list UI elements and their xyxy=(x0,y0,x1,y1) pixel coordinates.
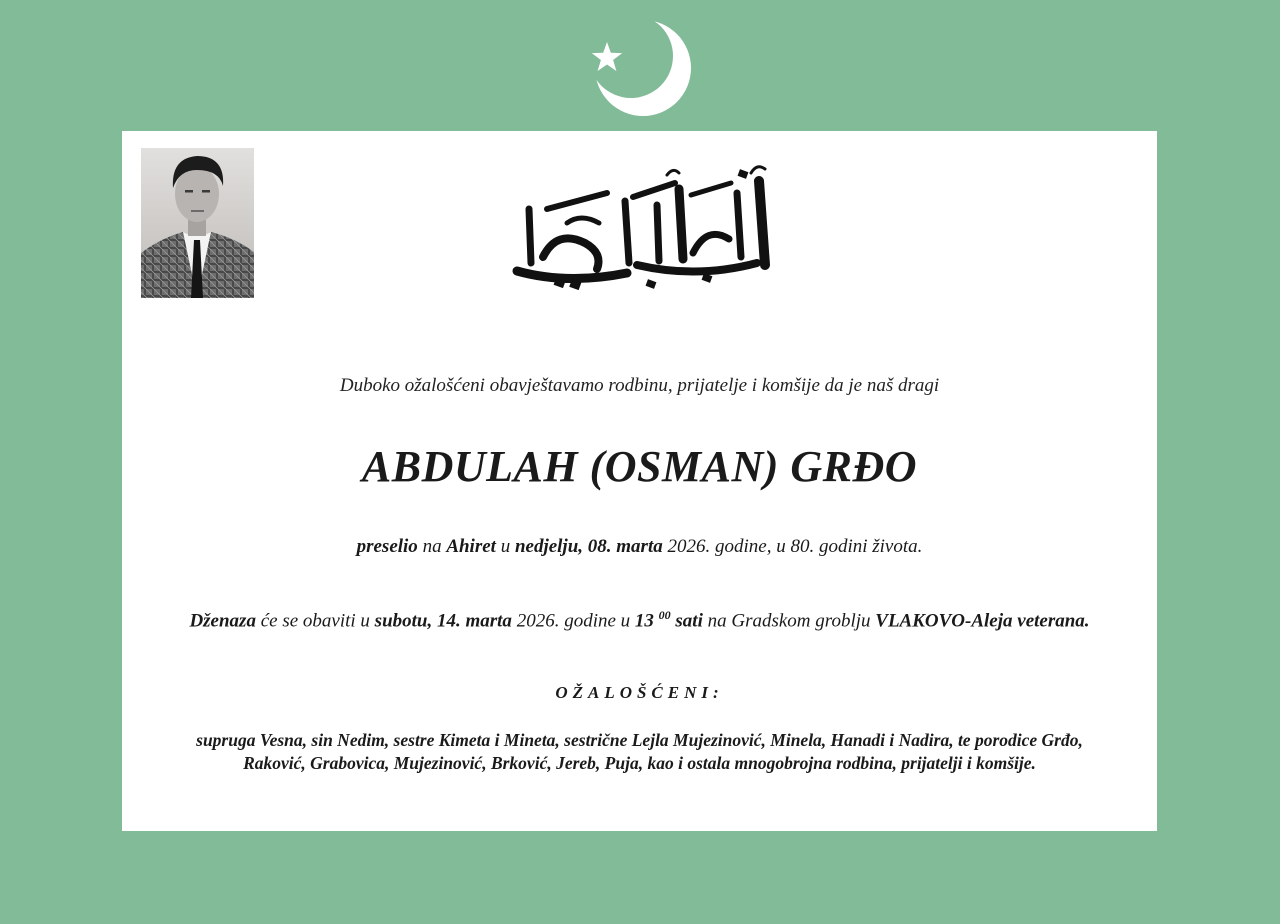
funeral-line: Dženaza će se obaviti u subotu, 14. marta 2026. godine u 13 $^{00}$ sati na Gradskom groblju VLAKOVO-Aleja veterana. xyxy=(189,608,1090,632)
mourners-list xyxy=(142,729,1137,775)
mourners-line: supruga Vesna, sin Nedim, sestre Kimeta i Mineta, sestrične Lejla Mujezinović, Minela, Hanadi i Nadira, te porodice Grđo, xyxy=(196,730,1083,750)
intro-text: Duboko ožalošćeni obavještavamo rodbinu, prijatelje i komšije da je naš dragi xyxy=(339,375,940,396)
mourners-title: OŽALOŠĆENI: xyxy=(555,683,724,702)
passed-away-line: preselio na Ahiret u nedjelju, 08. marta 2026. godine, u 80. godini života. xyxy=(356,536,923,557)
mourners-line: Raković, Grabovica, Mujezinović, Brković, Jereb, Puja, kao i ostala mnogobrojna rodbina, prijatelji i komšije. xyxy=(243,753,1036,773)
arabic-calligraphy xyxy=(507,153,787,293)
star-and-crescent-icon xyxy=(586,16,696,120)
deceased-name: ABDULAH (OSMAN) GRĐO xyxy=(361,442,918,491)
obituary-card xyxy=(122,131,1157,831)
portrait-photo xyxy=(141,148,254,298)
